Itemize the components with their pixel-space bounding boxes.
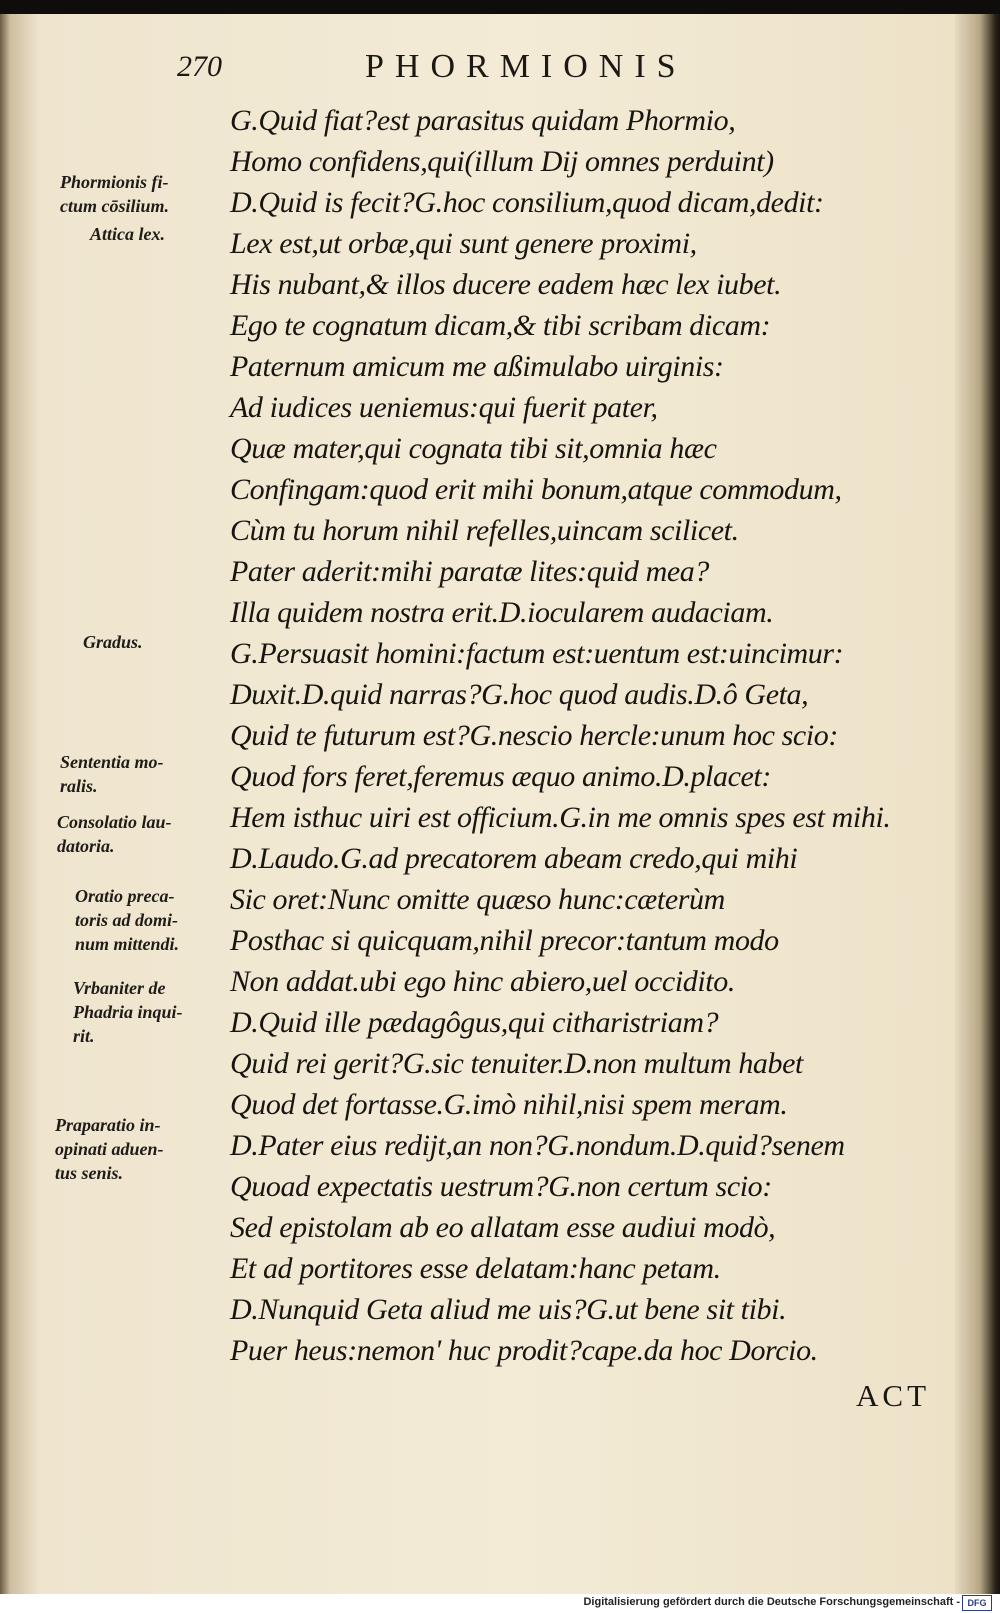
margin-note: Consolatio lau- datoria. bbox=[57, 812, 172, 856]
verse-line: D.Quid is fecit?G.hoc consilium,quod dicam,dedit: bbox=[230, 186, 824, 219]
verse-line: Quoad expectatis uestrum?G.non certum scio: bbox=[230, 1170, 772, 1203]
margin-note: Vrbaniter de Phadria inqui- rit. bbox=[73, 978, 183, 1046]
running-head: PHORMIONIS bbox=[365, 48, 687, 85]
verse-line: Lex est,ut orbæ,qui sunt genere proximi, bbox=[230, 227, 697, 260]
page-edge-shadow bbox=[955, 14, 1000, 1594]
page-number: 270 bbox=[177, 50, 222, 83]
verse-line: Puer heus:nemon' huc prodit?cape.da hoc Dorcio. bbox=[230, 1334, 818, 1367]
verse-line: D.Laudo.G.ad precatorem abeam credo,qui mihi bbox=[230, 842, 798, 875]
verse-line: Quod fors feret,feremus æquo animo.D.placet: bbox=[230, 760, 771, 793]
verse-line: Ad iudices ueniemus:qui fuerit pater, bbox=[230, 391, 658, 424]
verse-line: His nubant,& illos ducere eadem hæc lex iubet. bbox=[230, 268, 782, 301]
verse-line: Pater aderit:mihi paratæ lites:quid mea? bbox=[230, 555, 709, 588]
verse-line: Duxit.D.quid narras?G.hoc quod audis.D.ô Geta, bbox=[230, 678, 809, 711]
verse-line: Confingam:quod erit mihi bonum,atque commodum, bbox=[230, 473, 842, 506]
catchword: ACT bbox=[856, 1378, 930, 1413]
verse-line: Cùm tu horum nihil refelles,uincam scilicet. bbox=[230, 514, 739, 547]
margin-note: Gradus. bbox=[83, 632, 143, 652]
margin-note: Oratio preca- toris ad domi- num mittendi. bbox=[75, 886, 180, 954]
verse-line: Quid te futurum est?G.nescio hercle:unum hoc scio: bbox=[230, 719, 838, 752]
funding-credit: Digitalisierung gefördert durch die Deutsche Forschungsgemeinschaft - bbox=[583, 1596, 960, 1608]
dfg-logo: DFG bbox=[962, 1595, 992, 1611]
margin-note: Phormionis fi- ctum cōsilium. bbox=[60, 172, 170, 216]
verse-line: D.Quid ille pædagôgus,qui citharistriam? bbox=[230, 1006, 719, 1039]
margin-notes bbox=[55, 0, 235, 1580]
verse-line: Et ad portitores esse delatam:hanc petam. bbox=[230, 1252, 721, 1285]
verse-line: D.Pater eius rediјt,an non?G.nondum.D.quid?senem bbox=[230, 1129, 845, 1162]
digitization-footer bbox=[0, 1594, 1000, 1613]
margin-note: Attica lex. bbox=[90, 224, 165, 244]
verse-line: Illa quidem nostra erit.D.iocularem audaciam. bbox=[230, 596, 774, 629]
margin-note: Praparatio in- opinati aduen- tus senis. bbox=[55, 1115, 164, 1183]
verse-line: Quæ mater,qui cognata tibi sit,omnia hæc bbox=[230, 432, 717, 465]
verse-line: D.Nunquid Geta aliud me uis?G.ut bene sit tibi. bbox=[230, 1293, 787, 1326]
verse-line: G.Persuasit homini:factum est:uentum est:uincimur: bbox=[230, 637, 844, 670]
verse-line: Posthac si quicquam,nihil precor:tantum modo bbox=[230, 924, 779, 957]
verse-line: Quod det fortasse.G.imò nihil,nisi spem meram. bbox=[230, 1088, 788, 1121]
verse-line: Hem isthuc uiri est officium.G.in me omnis spes est mihi. bbox=[230, 801, 891, 834]
verse-line: G.Quid fiat?est parasitus quidam Phormio, bbox=[230, 104, 736, 137]
margin-note: Sententia mo- ralis. bbox=[60, 752, 164, 796]
verse-line: Quid rei gerit?G.sic tenuiter.D.non multum habet bbox=[230, 1047, 803, 1080]
verse-line: Homo confidens,qui(illum Dij omnes perduint) bbox=[230, 145, 774, 178]
verse-line: Non addat.ubi ego hinc abiero,uel occidito. bbox=[230, 965, 735, 998]
verse-line: Sic oret:Nunc omitte quæso hunc:cæterùm bbox=[230, 883, 725, 916]
verse-line: Paternum amicum me aßimulabo uirginis: bbox=[230, 350, 724, 383]
verse-line: Ego te cognatum dicam,& tibi scribam dicam: bbox=[230, 309, 771, 342]
verse-text bbox=[230, 100, 930, 1371]
verse-line: Sed epistolam ab eo allatam esse audiui modò, bbox=[230, 1211, 776, 1244]
